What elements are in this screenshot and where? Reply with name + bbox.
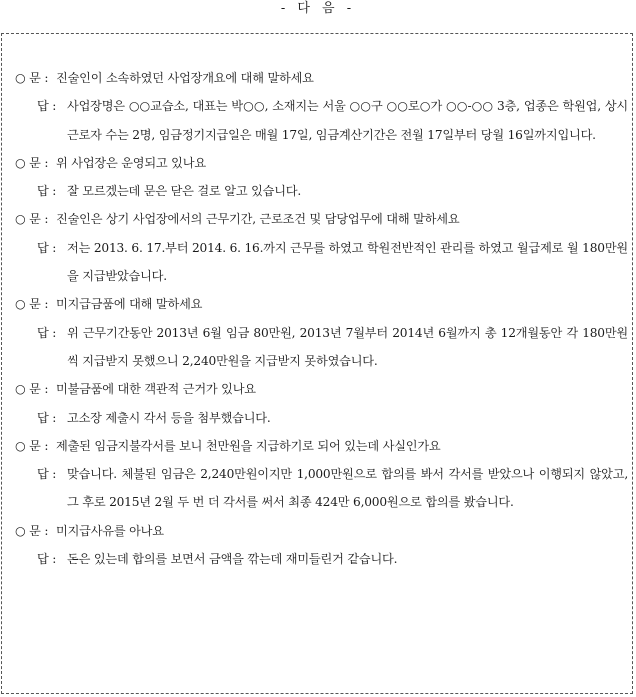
question-text: 위 사업장은 운영되고 있나요 [56,155,206,170]
answer-marker: 답 : [37,410,57,425]
question-marker: ○ 문 : [15,297,49,312]
answer-text: 잘 모르겠는데 문은 닫은 걸로 알고 있습니다. [67,184,302,199]
answer-text: 맞습니다. 체불된 임금은 2,240만원이지만 1,000만원으로 합의를 봐서 각서를 받았으나 이행되지 않았고, 그 후로 2015년 2월 두 번 더 각서를 써서 최종 424만 6,000원으로 합의를 봤습니다. [67,467,628,510]
answer-7 [2,545,634,573]
answer-marker: 답 : [37,325,57,340]
answer-text: 사업장명은 ○○교습소, 대표는 박○○, 소재지는 서울 ○○구 ○○로○가 ○○-○○ 3층, 업종은 학원업, 상시근로자 수는 2명, 임금정기지급일은 매월 17일, 임금계산기간은 전월 17일부터 당월 16일까지입니다. [67,99,628,142]
question-text: 제출된 임금지불각서를 보니 천만원을 지급하기로 되어 있는데 사실인가요 [56,438,441,453]
answer-1 [2,92,634,149]
question-6 [2,432,634,460]
qa-list [2,64,634,573]
answer-marker: 답 : [37,552,57,567]
question-1 [2,64,634,92]
answer-2 [2,177,634,205]
answer-marker: 답 : [37,240,57,255]
question-text: 미지급사유를 아나요 [56,523,164,538]
answer-text: 고소장 제출시 각서 등을 첨부했습니다. [67,410,271,425]
answer-6 [2,460,634,517]
question-7 [2,517,634,545]
question-text: 진술인이 소속하였던 사업장개요에 대해 말하세요 [56,71,314,85]
question-marker: ○ 문 : [15,382,49,397]
question-text: 미불금품에 대한 객관적 근거가 있나요 [56,382,256,397]
answer-text: 돈은 있는데 합의를 보면서 금액을 깎는데 재미들린거 같습니다. [67,552,398,567]
answer-3 [2,234,634,291]
answer-text: 위 근무기간동안 2013년 6월 임금 80만원, 2013년 7월부터 2014년 6월까지 총 12개월동안 각 180만원씩 지급받지 못했으니 2,240만원을 지급받지 못하였습니다. [67,325,628,368]
qa-transcript-box [1,33,633,694]
answer-text: 저는 2013. 6. 17.부터 2014. 6. 16.까지 근무를 하였고 학원전반적인 관리를 하였고 월급제로 월 180만원을 지급받았습니다. [67,240,628,284]
question-marker: ○ 문 : [15,212,49,227]
answer-4 [2,319,634,376]
question-marker: ○ 문 : [15,71,49,85]
answer-marker: 답 : [37,184,57,199]
question-5 [2,375,634,403]
question-marker: ○ 문 : [15,438,49,453]
answer-marker: 답 : [37,99,57,114]
question-marker: ○ 문 : [15,523,49,538]
question-2 [2,149,634,177]
document-heading: - 다 음 - [280,1,356,16]
question-text: 미지급금품에 대해 말하세요 [56,297,203,312]
question-4 [2,290,634,318]
question-text: 진술인은 상기 사업장에서의 근무기간, 근로조건 및 담당업무에 대해 말하세요 [56,212,460,227]
question-3 [2,205,634,233]
answer-5 [2,404,634,432]
question-marker: ○ 문 : [15,155,49,170]
answer-marker: 답 : [37,467,57,482]
